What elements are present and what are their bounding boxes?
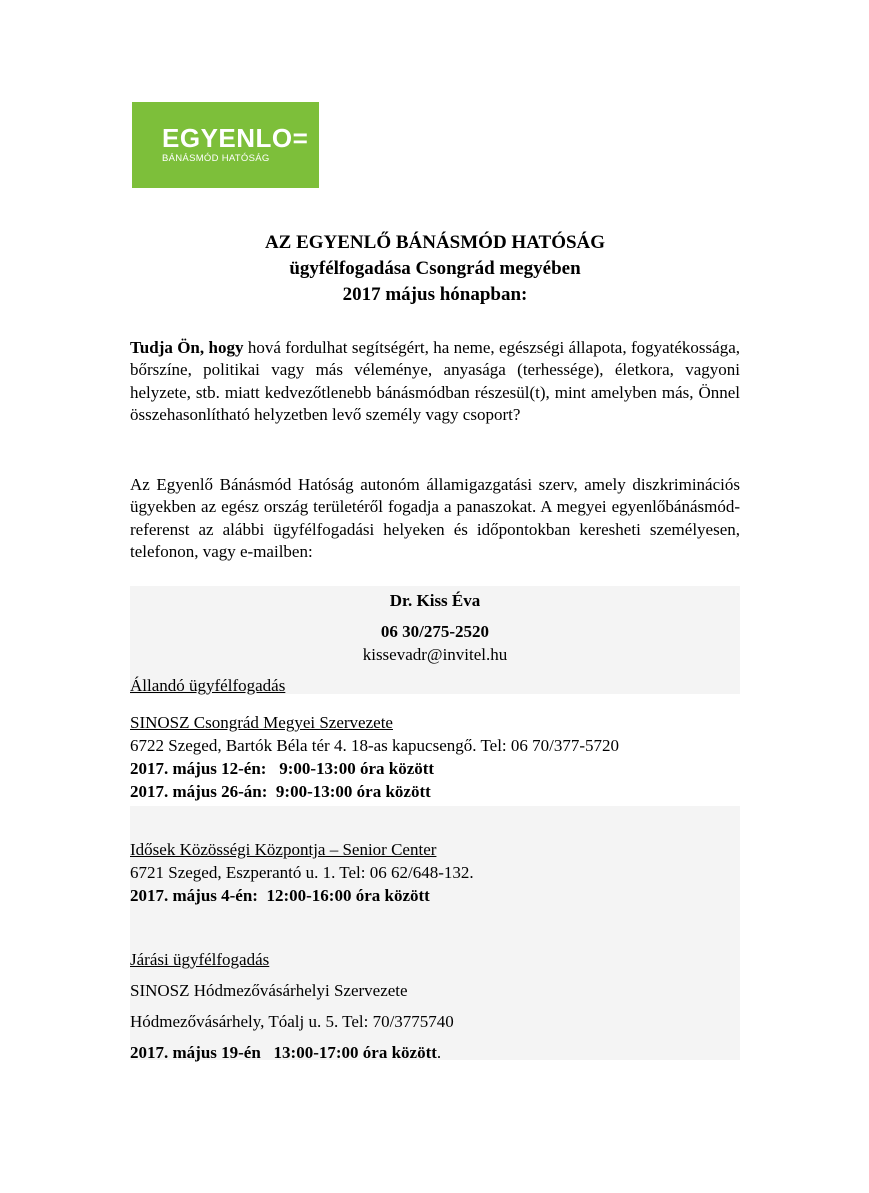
office-address: 6721 Szeged, Eszperantó u. 1. Tel: 06 62/648-132. <box>130 863 474 882</box>
office-date: 2017. május 4-én: 12:00-16:00 óra között <box>130 886 430 905</box>
title-line-3: 2017 május hónapban: <box>342 284 528 305</box>
office-sinosz-csongrad <box>130 711 740 803</box>
contact-name: Dr. Kiss Éva <box>389 591 481 610</box>
district-block <box>130 944 740 1068</box>
logo-subtitle: BÁNÁSMÓD HATÓSÁG <box>162 153 270 164</box>
description-paragraph: Az Egyenlő Bánásmód Hatóság autonóm államigazgatási szerv, amely diszkriminációs ügyekben az egész ország területéről fogadja a panaszokat. A megyei egyenlőbánásmód-referenst az alábbi ügyfélfogadási helyeken és időpontokban keresheti személyesen, telefonon, vagy e-mailben: <box>130 475 740 561</box>
office-senior-center <box>130 838 740 907</box>
office-name: SINOSZ Csongrád Megyei Szervezete <box>130 713 393 732</box>
intro-paragraph <box>130 337 740 426</box>
logo <box>132 102 319 188</box>
district-office-name: SINOSZ Hódmezővásárhelyi Szervezete <box>130 981 408 1000</box>
office-date: 2017. május 26-án: 9:00-13:00 óra között <box>130 782 431 801</box>
district-date-end: . <box>436 1043 442 1062</box>
district-address: Hódmezővásárhely, Tóalj u. 5. Tel: 70/3775740 <box>130 1012 454 1031</box>
office-date: 2017. május 12-én: 9:00-13:00 óra között <box>130 759 435 778</box>
contact-email: kissevadr@invitel.hu <box>362 645 508 664</box>
logo-wordmark: EGYENLO= <box>162 123 309 153</box>
permanent-heading: Állandó ügyfélfogadás <box>130 676 286 695</box>
title-line-2: ügyfélfogadása Csongrád megyében <box>289 258 581 279</box>
intro-lead: Tudja Ön, hogy <box>130 338 244 357</box>
contact-block <box>130 589 740 697</box>
document-title <box>130 230 740 308</box>
title-line-1: AZ EGYENLŐ BÁNÁSMÓD HATÓSÁG <box>264 232 606 253</box>
intro-text: hová fordulhat segítségért, ha neme, egészségi állapota, fogyatékossága, bőrszíne, politikai vagy más véleménye, anyasága (terhessége), életkora, vagyoni helyzete, stb. miatt kedvezőtlenebb bánásmódban részesül(t), mint amelyben más, Önnel összehasonlítható helyzetben levő személy vagy csoport? <box>130 338 740 424</box>
office-address: 6722 Szeged, Bartók Béla tér 4. 18-as kapucsengő. Tel: 06 70/377-5720 <box>130 736 620 755</box>
district-date-line <box>130 1037 740 1068</box>
district-date: 2017. május 19-én 13:00-17:00 óra között <box>130 1043 437 1062</box>
office-name: Idősek Közösségi Központja – Senior Center <box>130 840 437 859</box>
district-heading: Járási ügyfélfogadás <box>130 950 270 969</box>
contact-phone: 06 30/275-2520 <box>380 622 490 641</box>
